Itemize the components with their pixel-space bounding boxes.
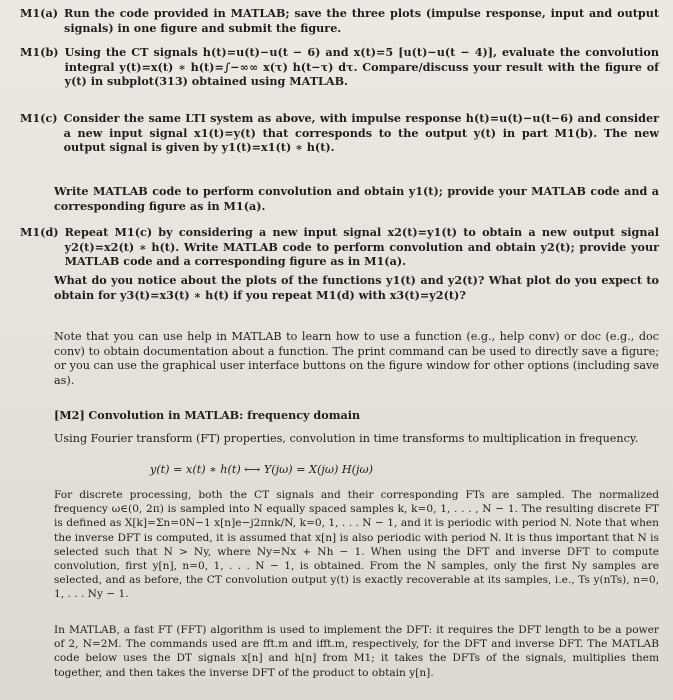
m1c-instructions: Write MATLAB code to perform convolution and obtain y1(t); provide your MATLAB code and a corresponding figure as in M1(a). — [54, 184, 659, 213]
m1d-item — [20, 225, 659, 269]
m2-title: Convolution in MATLAB: frequency domain — [88, 408, 361, 422]
m2-label: [M2] — [54, 408, 85, 422]
m2-para1 — [20, 488, 659, 602]
m1c-text: Consider the same LTI system as above, with impulse response h(t)=u(t)−u(t−6) and consider a new input signal x1(t)=y(t) that corresponds to the output y(t) in part M1(b). The new output signal is given by y1(t)=x1(t) ∗ h(t). — [63, 111, 659, 155]
m1a-item — [20, 6, 659, 35]
m1d-text: Repeat M1(c) by considering a new input signal x2(t)=y1(t) to obtain a new output signal y2(t)=x2(t) ∗ h(t). Write MATLAB code to perform convolution and obtain y2(t); provide your MATLAB code and a corresponding figure as in M1(a). — [64, 225, 659, 269]
m1d-text2 — [20, 273, 659, 302]
m1b-text: Using the CT signals h(t)=u(t)−u(t − 6) and x(t)=5 [u(t)−u(t − 4)], evaluate the convolution integral y(t)=x(t) ∗ h(t)=∫−∞∞ x(τ) h(t−τ) dτ. Compare/discuss your result with the figure of y(t) in subplot(313) obtained using MATLAB. — [64, 45, 659, 89]
m2-intro-text: Using Fourier transform (FT) properties, convolution in time transforms to multiplication in frequency. — [54, 432, 639, 445]
m1d-question: What do you notice about the plots of the functions y1(t) and y2(t)? What plot do you expect to obtain for y3(t)=x3(t) ∗ h(t) if you repeat M1(d) with x3(t)=y2(t)? — [54, 273, 659, 302]
m1a-text: Run the code provided in MATLAB; save the three plots (impulse response, input and output signals) in one figure and submit the figure. — [64, 6, 659, 35]
m1b-item — [20, 45, 659, 89]
note-block — [20, 330, 659, 388]
m1b-label: M1(b) — [20, 45, 59, 59]
m2-para2-text: In MATLAB, a fast FT (FFT) algorithm is used to implement the DFT: it requires the DFT length to be a power of 2, N=2M. The commands used are fft.m and ifft.m, respectively, for the DFT and inverse DFT. The MATLAB code below uses the DT signals x[n] and h[n] from M1; it takes the DFTs of the signals, multiplies them together, and then takes the inverse DFT of the product to obtain y[n]. — [54, 624, 659, 679]
m1d-label: M1(d) — [20, 225, 59, 239]
note-text: Note that you can use help in MATLAB to learn how to use a function (e.g., help conv) or doc (e.g., doc conv) to obtain documentation about a function. The print command can be used to directly save a figure; or you can use the graphical user interface buttons on the figure window for other options (including save as). — [54, 330, 659, 387]
m1a-label: M1(a) — [20, 6, 59, 20]
m2-intro — [20, 432, 659, 447]
m1c-item — [20, 111, 659, 155]
m2-heading — [20, 408, 659, 424]
m1c-text2 — [20, 184, 659, 213]
m2-para2 — [20, 623, 659, 680]
m1c-label: M1(c) — [20, 111, 58, 125]
m2-equation: y(t) = x(t) ∗ h(t) ⟷ Y(jω) = X(jω) H(jω) — [150, 463, 373, 476]
m2-para1-text: For discrete processing, both the CT signals and their corresponding FTs are sampled. The normalized frequency ω∈(0, 2π) is sampled into N equally spaced samples k, k=0, 1, . . . , N − 1. The resulting discrete FT is defined as X[k]=Σn=0N−1 x[n]e−j2πnk/N, k=0, 1, . . . N − 1, and it is periodic with period N. Note that when the inverse DFT is computed, it is assumed that x[n] is also periodic with period N. It is thus important that N is selected such that N > Ny, where Ny=Nx + Nh − 1. When using the DFT and inverse DFT to compute convolution, first y[n], n=0, 1, . . . N − 1, is obtained. From the N samples, only the first Ny samples are selected, and as before, the CT convolution output y(t) is exactly recoverable at its samples, i.e., Ts y(nTs), n=0, 1, . . . Ny − 1. — [54, 489, 659, 601]
